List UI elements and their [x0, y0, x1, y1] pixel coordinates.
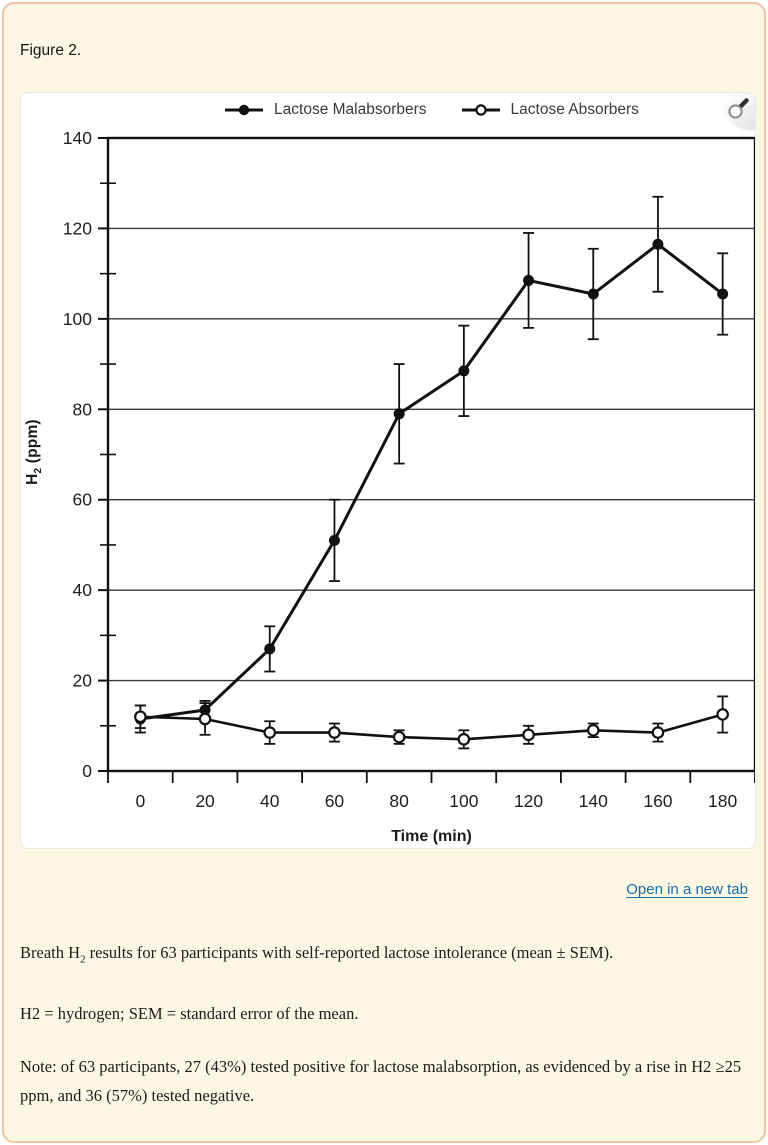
x-tick-label: 160	[643, 791, 673, 811]
legend-label-absorbers: Lactose Absorbers	[510, 101, 639, 118]
figure-page	[2, 2, 766, 1143]
data-point-marker	[588, 725, 598, 735]
x-tick-label: 120	[513, 791, 544, 811]
data-point-marker	[264, 643, 275, 654]
y-tick-label: 60	[72, 489, 92, 510]
x-tick-label: 60	[324, 791, 345, 811]
y-tick-label: 40	[72, 580, 92, 601]
x-axis-title: Time (min)	[391, 828, 472, 845]
y-tick-label: 0	[82, 761, 92, 781]
legend-label-malabsorbers: Lactose Malabsorbers	[274, 101, 427, 118]
x-tick-label: 140	[578, 791, 608, 811]
x-tick-label: 20	[195, 791, 215, 811]
data-point-marker	[394, 408, 405, 419]
y-tick-label: 20	[72, 670, 92, 691]
y-tick-label: 140	[62, 128, 92, 148]
link-row	[20, 881, 748, 899]
data-point-marker	[200, 714, 210, 724]
abbreviations-note: H2 = hydrogen; SEM = standard error of the mean.	[20, 1004, 359, 1023]
data-point-marker	[653, 727, 663, 737]
open-in-new-tab-link[interactable]: Open in a new tab	[626, 881, 748, 898]
breath-h2-line-chart	[21, 93, 756, 849]
data-point-marker	[135, 712, 145, 722]
series-lactose-absorbers	[135, 696, 728, 748]
data-point-marker	[523, 730, 533, 740]
figure-caption: Breath $H_2$ results for 63 participants with self-reported lactose intolerance (mean ± SEM).	[20, 943, 614, 966]
data-point-marker	[329, 727, 339, 737]
data-point-marker	[265, 727, 275, 737]
data-point-marker	[652, 239, 663, 250]
data-point-marker	[717, 288, 728, 299]
figure-note: Note: of 63 participants, 27 (43%) tested positive for lactose malabsorption, as evidenced by a rise in H2 ≥25 ppm, and 36 (57%) tested negative.	[20, 1057, 742, 1105]
y-tick-label: 80	[72, 399, 92, 420]
figure-label: Figure 2.	[20, 42, 82, 59]
data-point-marker	[717, 709, 727, 719]
data-point-marker	[459, 734, 469, 744]
data-point-marker	[329, 535, 340, 546]
chart-panel	[20, 92, 756, 849]
data-point-marker	[523, 275, 534, 286]
x-tick-label: 180	[708, 791, 738, 811]
x-tick-label: 0	[135, 791, 146, 811]
y-axis-title: $H_2$ (ppm)	[23, 419, 45, 485]
data-point-marker	[458, 365, 469, 376]
y-tick-labels	[63, 128, 92, 781]
data-point-marker	[588, 288, 599, 299]
series-line	[140, 244, 722, 719]
y-tick-label: 120	[62, 218, 92, 239]
y-tick-label: 100	[62, 308, 92, 329]
data-point-marker	[394, 732, 404, 742]
x-tick-label: 100	[449, 791, 479, 811]
x-tick-labels	[135, 791, 737, 811]
series-lactose-malabsorbers	[135, 197, 728, 733]
x-tick-label: 80	[389, 791, 409, 811]
series-line	[140, 714, 722, 739]
x-ticks	[108, 771, 755, 783]
y-gridlines	[98, 138, 755, 771]
x-tick-label: 40	[260, 791, 280, 811]
